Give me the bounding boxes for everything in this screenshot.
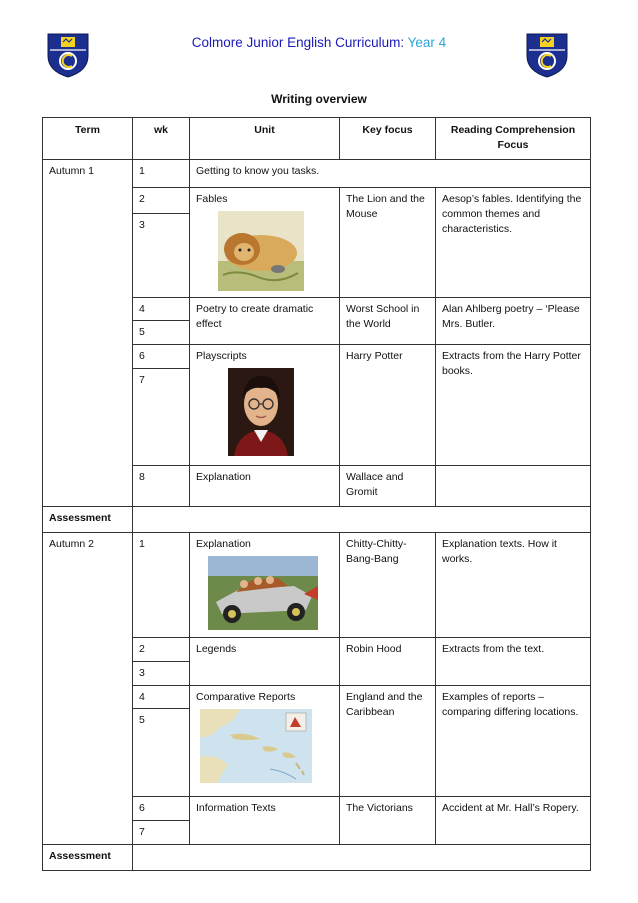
wk-cell: 2 [133,638,190,662]
wk-cell: 3 [133,662,190,686]
assessment-label: Assessment [43,845,133,871]
unit-text: Comparative Reports [196,691,296,704]
column-header-wk: wk [133,118,190,160]
wk-cell: 1 [133,160,190,188]
wk-cell: 7 [133,821,190,845]
caribbean-map-image [200,709,312,783]
wk-cell: 5 [133,321,190,345]
key-focus-cell: The Victorians [340,797,436,845]
unit-cell: Information Texts [190,797,340,845]
wk-cell: 4 [133,686,190,709]
unit-cell: Legends [190,638,340,686]
term-cell: Autumn 1 [43,160,133,507]
assessment-label: Assessment [43,507,133,533]
unit-cell: Poetry to create dramatic effect [190,298,340,345]
reading-focus-cell: Accident at Mr. Hall’s Ropery. [436,797,591,845]
column-header-key-focus: Key focus [340,118,436,160]
table-row [43,160,591,188]
wk-cell: 7 [133,369,190,466]
column-header-term: Term [43,118,133,160]
wk-cell: 1 [133,533,190,638]
unit-text: Explanation [196,538,251,551]
unit-cell [190,533,340,638]
column-header-reading-focus: Reading Comprehension Focus [436,118,591,160]
assessment-empty-cell [133,507,591,533]
header-title-year: Year 4 [407,35,447,50]
wk-cell: 8 [133,466,190,507]
reading-focus-cell: Aesop’s fables. Identifying the common themes and characteristics. [436,188,591,298]
assessment-empty-cell [133,845,591,871]
harry-potter-photo [228,368,294,456]
key-focus-cell: Harry Potter [340,345,436,466]
curriculum-table [42,117,591,871]
wk-cell: 6 [133,345,190,369]
table-header-row [43,118,591,160]
reading-focus-cell: Alan Ahlberg poetry – ‘Please Mrs. Butler. [436,298,591,345]
wk-cell: 6 [133,797,190,821]
unit-cell [190,188,340,298]
term-cell: Autumn 2 [43,533,133,845]
wk-cell: 4 [133,298,190,321]
chitty-car-photo [208,556,318,630]
unit-cell: Getting to know you tasks. [190,160,591,188]
unit-cell: Explanation [190,466,340,507]
unit-text: Playscripts [196,350,247,363]
unit-text: Fables [196,193,228,205]
key-focus-cell: The Lion and the Mouse [340,188,436,298]
key-focus-cell: Worst School in the World [340,298,436,345]
unit-cell [190,686,340,797]
assessment-row [43,845,591,871]
unit-cell [190,345,340,466]
wk-cell: 3 [133,214,190,298]
reading-focus-cell [436,466,591,507]
column-header-unit: Unit [190,118,340,160]
wk-cell: 5 [133,709,190,797]
key-focus-cell: England and the Caribbean [340,686,436,797]
overview-title: Writing overview [271,92,367,106]
key-focus-cell: Chitty-Chitty-Bang-Bang [340,533,436,638]
lion-illustration-image [218,211,304,291]
assessment-row [43,507,591,533]
table-row [43,533,591,638]
wk-cell: 2 [133,188,190,214]
reading-focus-cell: Extracts from the Harry Potter books. [436,345,591,466]
key-focus-cell: Robin Hood [340,638,436,686]
school-crest-icon [523,30,571,78]
key-focus-cell: Wallace and Gromit [340,466,436,507]
reading-focus-cell: Examples of reports – comparing differing locations. [436,686,591,797]
header-title-prefix: Colmore Junior English Curriculum: [191,35,408,50]
reading-focus-cell: Explanation texts. How it works. [436,533,591,638]
reading-focus-cell: Extracts from the text. [436,638,591,686]
